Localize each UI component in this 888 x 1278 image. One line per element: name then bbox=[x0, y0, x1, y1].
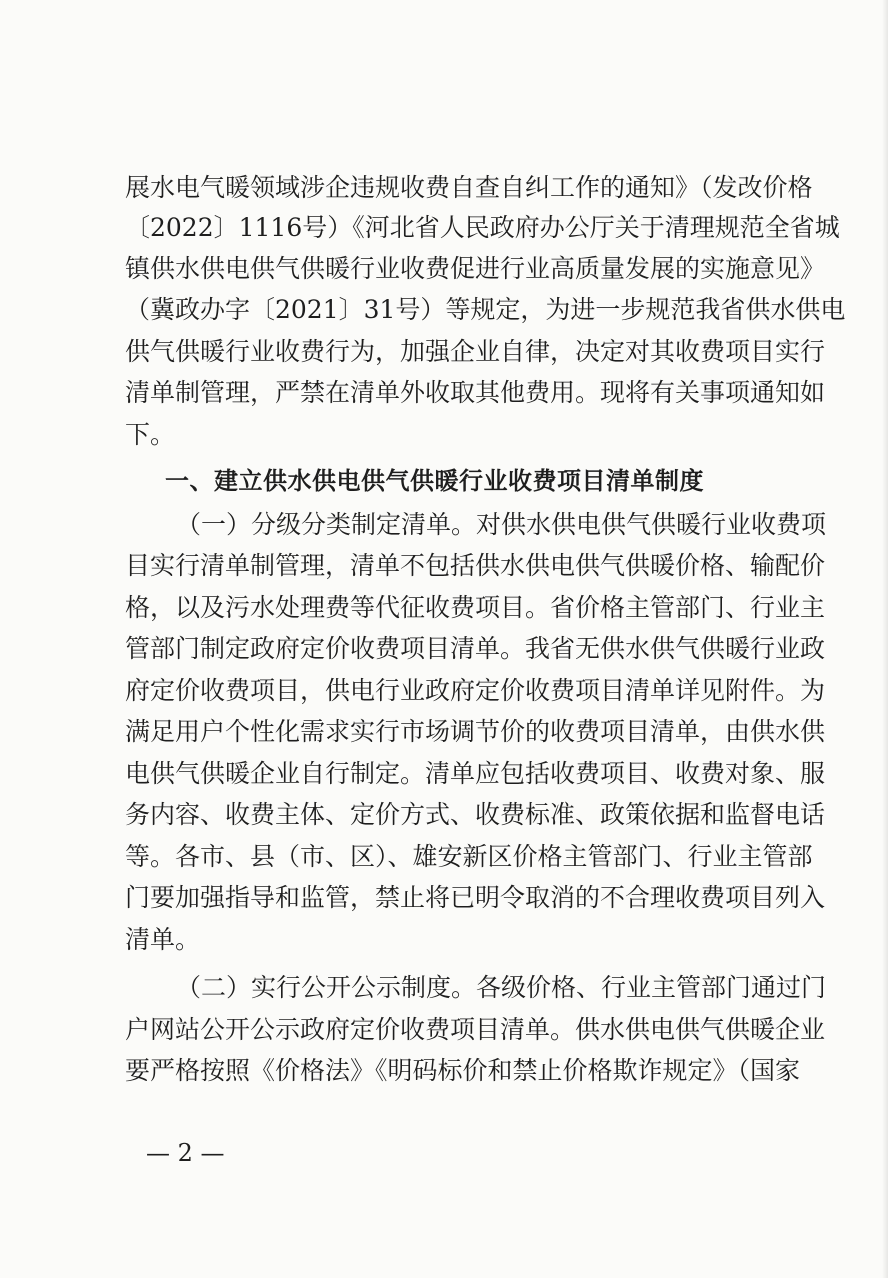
text-line: 满足用户个性化需求实行市场调节价的收费项目清单，由供水供 bbox=[125, 717, 826, 746]
text-line: 清单制管理，严禁在清单外收取其他费用。现将有关事项通知如 bbox=[125, 378, 826, 407]
text-line: 务内容、收费主体、定价方式、收费标准、政策依据和监督电话 bbox=[125, 800, 826, 829]
text-line: 要严格按照《价格法》《明码标价和禁止价格欺诈规定》（国家 bbox=[125, 1056, 801, 1085]
text-line: 府定价收费项目，供电行业政府定价收费项目清单详见附件。为 bbox=[125, 676, 826, 705]
text-line: 门要加强指导和监管，禁止将已明令取消的不合理收费项目列入 bbox=[125, 883, 826, 912]
text-line: （冀政办字〔2021〕31号）等规定，为进一步规范我省供水供电 bbox=[125, 295, 846, 324]
text-line: 下。 bbox=[125, 420, 176, 449]
section-heading: 一、建立供水供电供气供暖行业收费项目清单制度 bbox=[165, 467, 704, 495]
text-line: 镇供水供电供气供暖行业收费促进行业高质量发展的实施意见》 bbox=[125, 254, 826, 283]
text-line: 供气供暖行业收费行为，加强企业自律，决定对其收费项目实行 bbox=[125, 337, 826, 366]
page-number: — 2 — bbox=[146, 1139, 225, 1167]
text-line: 目实行清单制管理，清单不包括供水供电供气供暖价格、输配价 bbox=[125, 551, 826, 580]
text-line: 管部门制定政府定价收费项目清单。我省无供水供气供暖行业政 bbox=[125, 634, 826, 663]
text-line: 电供气供暖企业自行制定。清单应包括收费项目、收费对象、服 bbox=[125, 759, 826, 788]
text-line: 格，以及污水处理费等代征收费项目。省价格主管部门、行业主 bbox=[125, 593, 826, 622]
text-line: （一）分级分类制定清单。对供水供电供气供暖行业收费项 bbox=[176, 510, 827, 539]
text-line: 展水电气暖领域涉企违规收费自查自纠工作的通知》（发改价格 bbox=[125, 173, 813, 202]
text-line: 清单。 bbox=[125, 925, 201, 954]
page-edge-shadow bbox=[882, 0, 888, 1278]
text-line: 等。各市、县（市、区）、雄安新区价格主管部门、行业主管部 bbox=[125, 842, 813, 871]
text-line: （二）实行公开公示制度。各级价格、行业主管部门通过门 bbox=[176, 973, 827, 1002]
text-line: 〔2022〕1116号）《河北省人民政府办公厅关于清理规范全省城 bbox=[125, 213, 840, 242]
text-line: 户网站公开公示政府定价收费项目清单。供水供电供气供暖企业 bbox=[125, 1015, 826, 1044]
